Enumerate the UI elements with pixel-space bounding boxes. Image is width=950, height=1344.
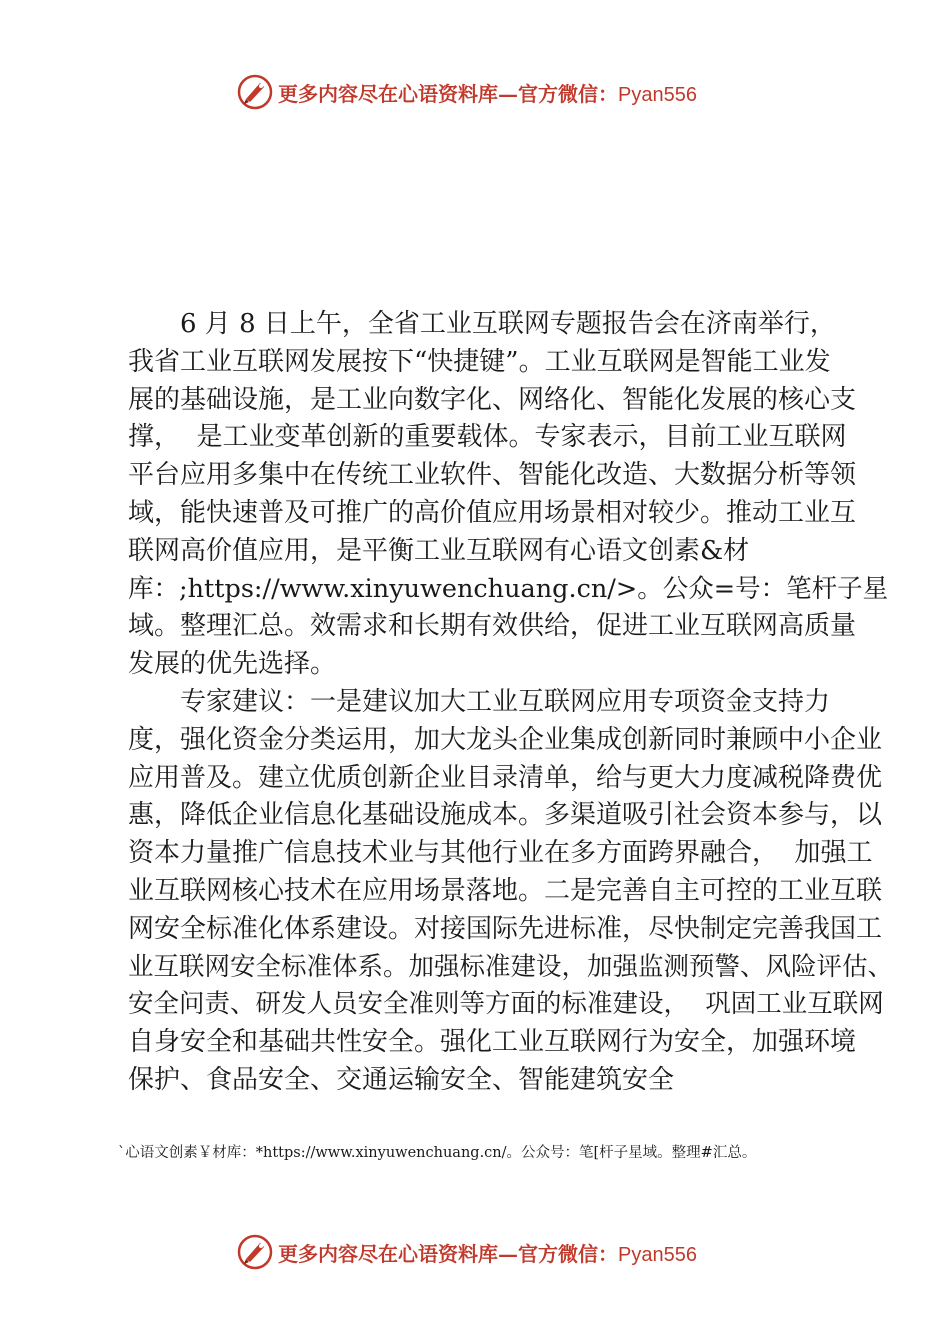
document-body — [128, 306, 894, 1100]
banner-text-cn: 更多内容尽在心语资料库—官方微信： — [278, 1241, 618, 1266]
paragraph-line: 域。整理汇总。效需求和长期有效供给，促进工业互联网高质量 — [128, 611, 857, 642]
paragraph-line: 应用普及。建立优质创新企业目录清单，给与更大力度减税降费优 — [128, 762, 883, 793]
banner-text — [278, 1238, 697, 1267]
paragraph-line: 网安全标准化体系建设。对接国际先进标准，尽快制定完善我国工 — [128, 913, 883, 944]
paragraph-line: 6 月 8 日上午，全省工业互联网专题报告会在济南举行， — [180, 309, 836, 339]
paragraph-line: 库：;https://www.xinyuwenchuang.cn/>。公众=号：笔杆子星 — [128, 573, 889, 604]
paragraph-line: 专家建议：一是建议加大工业互联网应用专项资金支持力 — [180, 686, 831, 717]
paragraph-line: 惠，降低企业信息化基础设施成本。多渠道吸引社会资本参与，以 — [128, 800, 883, 831]
paragraph-line: 自身安全和基础共性安全。强化工业互联网行为安全，加强环境 — [128, 1027, 857, 1058]
paragraph-line: 业互联网安全标准体系。加强标准建设，加强监测预警、风险评估、 — [128, 951, 894, 982]
paragraph-line: 域，能快速普及可推广的高价值应用场景相对较少。推动工业互 — [128, 497, 857, 528]
paragraph-line: 资本力量推广信息技术业与其他行业在多方面跨界融合， 加强工 — [128, 838, 873, 869]
paragraph-line: 撑， 是工业变革创新的重要载体。专家表示，目前工业互联网 — [128, 422, 847, 453]
banner-wechat-id: Pyan556 — [618, 1243, 697, 1266]
paragraph-line: 联网高价值应用，是平衡工业互联网有心语文创素&材 — [128, 535, 750, 566]
banner-text — [278, 78, 697, 107]
pen-nib-logo-icon — [236, 1233, 274, 1271]
paragraph-line: 平台应用多集中在传统工业软件、智能化改造、大数据分析等领 — [128, 460, 857, 491]
paragraph-line: 保护、食品安全、交通运输安全、智能建筑安全 — [128, 1064, 675, 1095]
paragraph-line: 度，强化资金分类运用，加大龙头企业集成创新同时兼顾中小企业 — [128, 724, 883, 755]
paragraph-line: 我省工业互联网发展按下“快捷键”。工业互联网是智能工业发 — [128, 346, 831, 377]
pen-nib-logo-icon — [236, 73, 274, 111]
paragraph-line: 安全问责、研发人员安全准则等方面的标准建设， 巩固工业互联网 — [128, 989, 884, 1020]
paragraph-line: 发展的优先选择。 — [128, 649, 337, 680]
header-banner — [236, 72, 756, 112]
footnote: `心语文创素￥材库：*https://www.xinyuwenchuang.cn/。公众号：笔[杆子星域。整理#汇总。 — [118, 1145, 757, 1161]
paragraph-1 — [128, 306, 889, 684]
paragraph-line: 业互联网核心技术在应用场景落地。二是完善自主可控的工业互联 — [128, 875, 883, 906]
paragraph-2 — [128, 684, 894, 1100]
banner-wechat-id: Pyan556 — [618, 83, 697, 106]
footer-banner — [236, 1232, 756, 1272]
banner-text-cn: 更多内容尽在心语资料库—官方微信： — [278, 81, 618, 106]
paragraph-line: 展的基础设施，是工业向数字化、网络化、智能化发展的核心支 — [128, 384, 857, 415]
